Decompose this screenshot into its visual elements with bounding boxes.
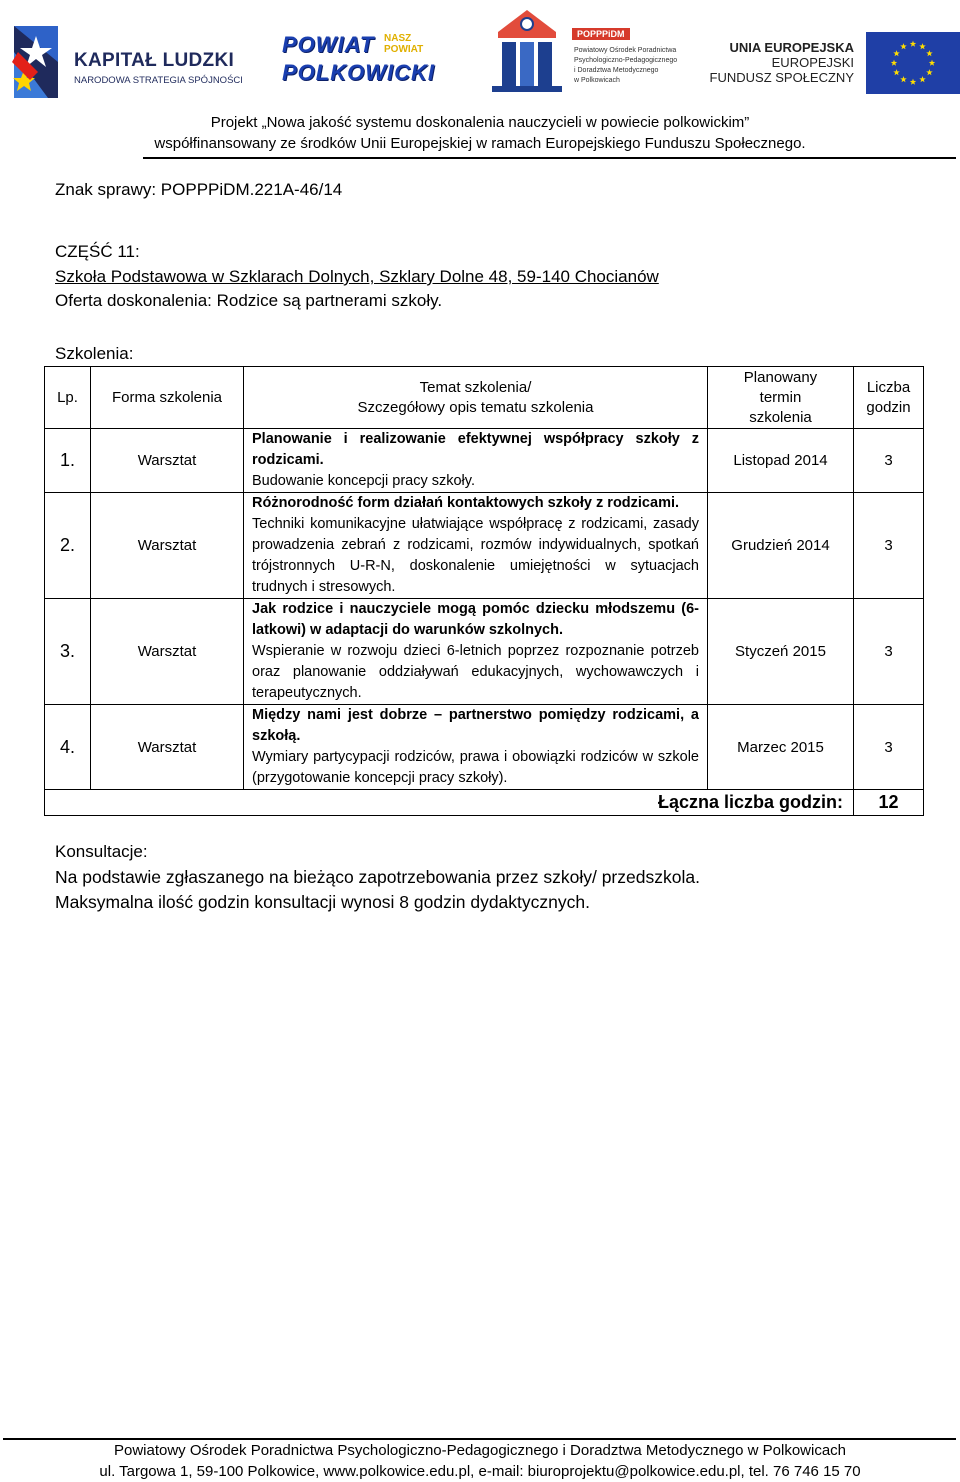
powiat-word: POWIAT (282, 32, 375, 57)
eu-star-icon (893, 69, 899, 75)
header-form: Forma szkolenia (91, 367, 244, 429)
eu-star-icon (929, 60, 935, 66)
header-term (708, 367, 854, 429)
popppidm-sub-line2: Psychologiczno-Pedagogicznego (574, 57, 678, 64)
eu-star-icon (919, 43, 925, 49)
kapital-ludzki-logo (8, 22, 248, 102)
popppidm-sub-line4: w Polkowicach (574, 77, 620, 84)
row-lp: 1. (45, 429, 91, 493)
trainings-label: Szkolenia: (55, 344, 134, 363)
row-hours: 3 (854, 705, 924, 790)
row-description: Wspieranie w rozwoju dzieci 6-letnich poprzez rozpoznanie potrzeb oraz planowanie oddziaływań edukacyjnych, wychowawczych i terapeutycznych. (252, 643, 699, 701)
nasz-powiat-word: POWIAT (384, 44, 424, 55)
header-lp: Lp. (45, 367, 91, 429)
school-building-icon (484, 6, 570, 98)
popppidm-sub-line3: i Doradztwa Metodycznego (574, 67, 659, 74)
eu-star-icon (910, 41, 916, 47)
eu-star-icon (919, 76, 925, 82)
row-hours: 3 (854, 599, 924, 705)
offer-title: Oferta doskonalenia: Rodzice są partnerami szkoły. (55, 291, 443, 310)
header-divider (143, 157, 956, 159)
row-lp: 3. (45, 599, 91, 705)
eu-star-icon (910, 79, 916, 85)
row-form: Warsztat (91, 429, 244, 493)
nasz-word: NASZ (384, 33, 412, 44)
footer-line1: Powiatowy Ośrodek Poradnictwa Psychologiczno-Pedagogicznego i Doradztwa Metodycznego w Polkowicach (113, 1442, 847, 1459)
row-topic (244, 493, 708, 599)
header-topic-line2: Szczegółowy opis tematu szkolenia (357, 398, 594, 416)
kapital-ludzki-subtitle: NARODOWA STRATEGIA SPÓJNOŚCI (74, 75, 243, 86)
row-topic (244, 705, 708, 790)
row-title: Różnorodność form działań kontaktowych szkoły z rodzicami. (252, 495, 680, 511)
school-name: Szkoła Podstawowa w Szklarach Dolnych, Szklary Dolne 48, 59-140 Chocianów (55, 267, 659, 286)
eu-star-icon (926, 69, 932, 75)
header-topic (244, 367, 708, 429)
kapital-ludzki-title: KAPITAŁ LUDZKI (74, 50, 235, 71)
header-hours-line1: Liczba (866, 378, 911, 396)
table-header-row (45, 367, 924, 429)
row-form: Warsztat (91, 705, 244, 790)
table-row (45, 493, 924, 599)
eu-stars-icon (866, 32, 960, 94)
polkowicki-word: POLKOWICKI (282, 60, 435, 85)
eu-logo (709, 32, 960, 96)
table-row (45, 599, 924, 705)
row-hours: 3 (854, 429, 924, 493)
eu-star-icon (926, 50, 932, 56)
row-topic (244, 429, 708, 493)
row-title: Między nami jest dobrze – partnerstwo pomiędzy rodzicami, a szkołą. (252, 707, 699, 744)
footer-divider (3, 1438, 956, 1440)
header-hours (854, 367, 924, 429)
row-term: Listopad 2014 (708, 429, 854, 493)
header-term-line1: Planowany (743, 368, 818, 386)
popppidm-logo (484, 6, 680, 98)
eu-star-icon (891, 60, 897, 66)
eu-line3: FUNDUSZ SPOŁECZNY (709, 70, 854, 85)
row-term: Marzec 2015 (708, 705, 854, 790)
table-total-row (45, 790, 924, 816)
case-number: Znak sprawy: POPPPiDM.221A-46/14 (55, 180, 343, 199)
header-term-line3: szkolenia (749, 408, 812, 426)
header-hours-line2: godzin (866, 398, 911, 416)
row-topic (244, 599, 708, 705)
row-form: Warsztat (91, 493, 244, 599)
eu-star-icon (893, 50, 899, 56)
project-title-line1: Projekt „Nowa jakość systemu doskonalenia nauczycieli w powiecie polkowickim” (210, 114, 750, 131)
row-term: Grudzień 2014 (708, 493, 854, 599)
eu-line2: EUROPEJSKI (771, 55, 854, 70)
consult-line1: Na podstawie zgłaszanego na bieżąco zapotrzebowania przez szkoły/ przedszkola. (55, 867, 700, 887)
kapital-ludzki-emblem-icon (8, 22, 64, 102)
row-lp: 2. (45, 493, 91, 599)
table-row (45, 429, 924, 493)
eu-flag-icon (866, 32, 960, 94)
row-lp: 4. (45, 705, 91, 790)
header-term-line2: termin (759, 388, 802, 406)
powiat-polkowicki-logo (278, 30, 448, 90)
eu-star-icon (900, 43, 906, 49)
total-value: 12 (854, 790, 924, 816)
total-label: Łączna liczba godzin: (45, 790, 854, 816)
popppidm-badge: POPPPiDM (572, 28, 630, 40)
consult-line2: Maksymalna ilość godzin konsultacji wynosi 8 godzin dydaktycznych. (55, 892, 590, 912)
eu-star-icon (900, 76, 906, 82)
eu-line1: UNIA EUROPEJSKA (729, 40, 854, 55)
footer-line2: ul. Targowa 1, 59-100 Polkowice, www.polkowice.edu.pl, e-mail: biuroprojektu@polkowice.edu.pl, tel. 76 746 15 70 (99, 1463, 861, 1480)
trainings-table (44, 366, 924, 816)
header-topic-line1: Temat szkolenia/ (419, 378, 532, 396)
popppidm-sub-line1: Powiatowy Ośrodek Poradnictwa (574, 47, 677, 54)
row-description: Budowanie koncepcji pracy szkoły. (252, 473, 475, 489)
project-title-line2: współfinansowany ze środków Unii Europejskiej w ramach Europejskiego Funduszu Społecznego. (154, 135, 806, 152)
row-title: Jak rodzice i nauczyciele mogą pomóc dziecku młodszemu (6- latkowi) w adaptacji do warunków szkolnych. (252, 601, 699, 638)
row-description: Wymiary partycypacji rodziców, prawa i obowiązki rodziców w szkole (przygotowanie koncepcji pracy szkoły). (252, 749, 699, 786)
row-description: Techniki komunikacyjne ułatwiające współpracę z rodzicami, zasady prowadzenia zebrań z rodzicami, rozmów indywidualnych, spotkań trójstronnych U-R-N, doskonalenie umiejętności w sytuacjach trudnych i stresowych. (252, 516, 699, 595)
row-hours: 3 (854, 493, 924, 599)
row-title: Planowanie i realizowanie efektywnej współpracy szkoły z rodzicami. (252, 431, 699, 468)
consult-title: Konsultacje: (55, 842, 148, 861)
part-title: CZĘŚĆ 11: (55, 242, 140, 261)
popppidm-subtitle (574, 46, 677, 86)
row-term: Styczeń 2015 (708, 599, 854, 705)
table-row (45, 705, 924, 790)
row-form: Warsztat (91, 599, 244, 705)
